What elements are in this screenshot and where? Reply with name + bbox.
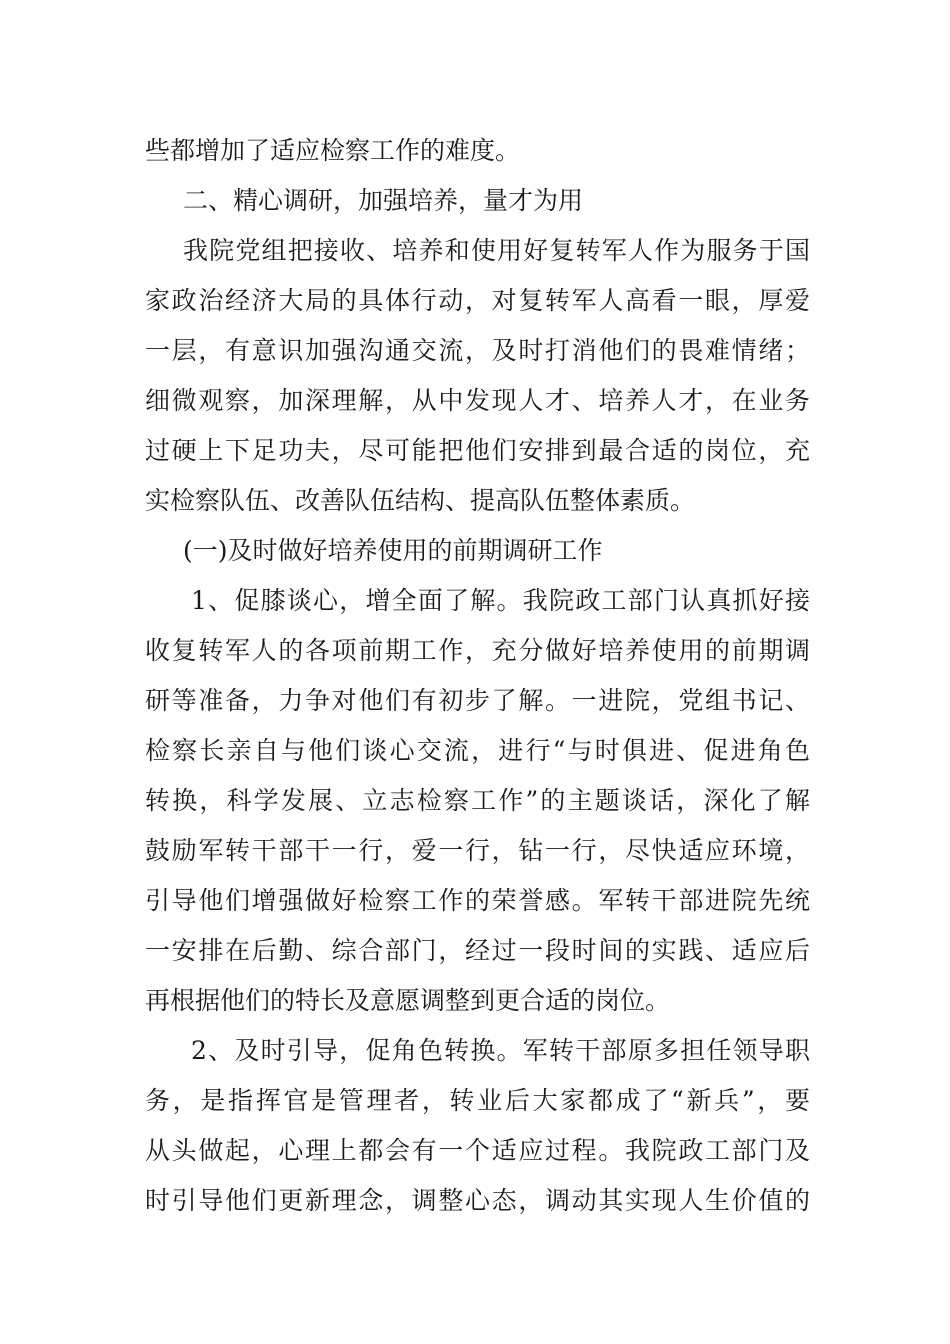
paragraph-continuation bbox=[145, 126, 810, 176]
text-line: 细微观察，加深理解，从中发现人才、培养人才，在业务 bbox=[145, 386, 810, 415]
text-line: 检察长亲自与他们谈心交流，进行“与时俱进、促进角色 bbox=[145, 736, 810, 765]
text-line: 务，是指挥官是管理者，转业后大家都成了“新兵”，要 bbox=[145, 1086, 810, 1115]
subheading-text: (一)及时做好培养使用的前期调研工作 bbox=[183, 536, 603, 565]
text-line: 从头做起，心理上都会有一个适应过程。我院政工部门及 bbox=[145, 1136, 810, 1165]
text-line: 些都增加了适应检察工作的难度。 bbox=[145, 136, 521, 165]
paragraph-item-1 bbox=[145, 576, 810, 1026]
text-line: 过硬上下足功夫，尽可能把他们安排到最合适的岗位，充 bbox=[145, 436, 810, 465]
section-heading bbox=[145, 176, 810, 226]
text-line: 我院党组把接收、培养和使用好复转军人作为服务于国 bbox=[183, 236, 810, 265]
paragraph-item-2 bbox=[145, 1026, 810, 1226]
text-line: 家政治经济大局的具体行动，对复转军人高看一眼，厚爱 bbox=[145, 286, 810, 315]
heading-text: 二、精心调研，加强培养，量才为用 bbox=[183, 186, 584, 215]
text-line: 2、及时引导，促角色转换。军转干部原多担任领导职 bbox=[191, 1036, 810, 1065]
subsection-heading bbox=[145, 526, 810, 576]
text-line: 收复转军人的各项前期工作，充分做好培养使用的前期调 bbox=[145, 636, 810, 665]
text-line: 转换，科学发展、立志检察工作”的主题谈话，深化了解 bbox=[145, 786, 810, 815]
text-line: 再根据他们的特长及意愿调整到更合适的岗位。 bbox=[145, 986, 671, 1015]
text-line: 时引导他们更新理念，调整心态，调动其实现人生价值的 bbox=[145, 1186, 810, 1215]
text-line: 一安排在后勤、综合部门，经过一段时间的实践、适应后 bbox=[145, 936, 810, 965]
text-line: 鼓励军转干部干一行，爱一行，钻一行，尽快适应环境， bbox=[145, 836, 810, 865]
text-line: 1、促膝谈心，增全面了解。我院政工部门认真抓好接 bbox=[191, 586, 810, 615]
text-line: 一层，有意识加强沟通交流，及时打消他们的畏难情绪； bbox=[145, 336, 810, 365]
paragraph-party-group bbox=[145, 226, 810, 526]
text-line: 研等准备，力争对他们有初步了解。一进院，党组书记、 bbox=[145, 686, 810, 715]
text-line: 实检察队伍、改善队伍结构、提高队伍整体素质。 bbox=[145, 486, 696, 515]
document-body bbox=[145, 126, 810, 1226]
text-line: 引导他们增强做好检察工作的荣誉感。军转干部进院先统 bbox=[145, 886, 810, 915]
